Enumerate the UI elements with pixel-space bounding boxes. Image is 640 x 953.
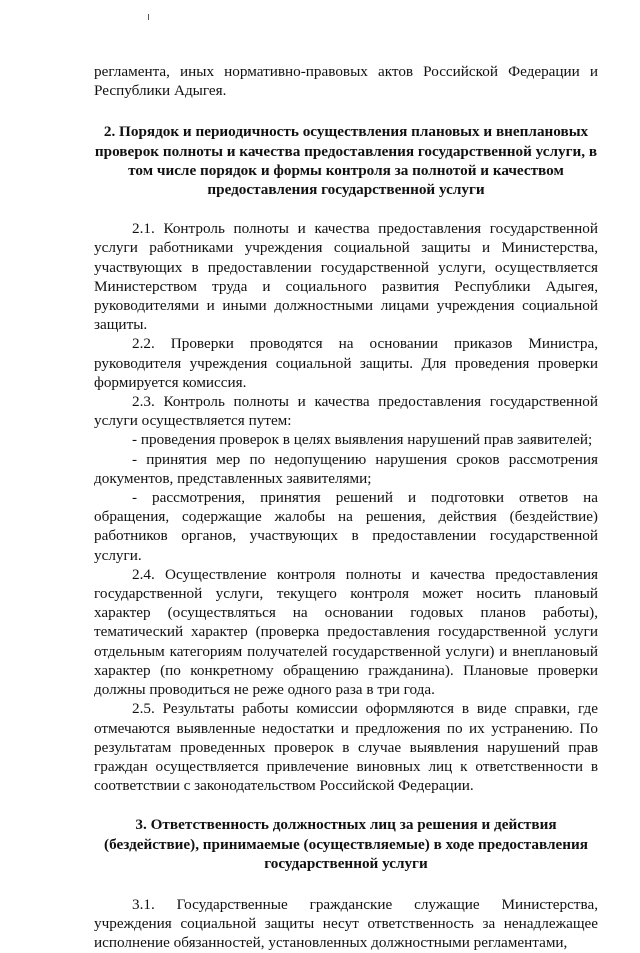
paragraph-2-4: 2.4. Осуществление контроля полноты и качества предоставления государственной услуги, текущего контроля может носить плановый характер (осуществляться на основании годовых планов работы), тематический характер (проверка предоставления государственной услуги отдельным категориям получателей государственной услуги) и внеплановый характер (по конкретному обращению гражданина). Плановые проверки должны проводиться не реже одного раза в три года. xyxy=(94,565,598,699)
list-item: - рассмотрения, принятия решений и подготовки ответов на обращения, содержащие жалобы на решения, действия (бездействие) работников органов, участвующих в предоставлении государственной услуги. xyxy=(94,489,598,564)
section-3-heading: 3. Ответственность должностных лиц за решения и действия (бездействие), принимаемые (осуществляемые) в ходе предоставления государственной услуги xyxy=(104,816,588,872)
paragraph-2-2: 2.2. Проверки проводятся на основании приказов Министра, руководителя учреждения социальной защиты. Для проведения проверки формируется комиссия. xyxy=(94,335,598,391)
scan-mark xyxy=(148,14,149,20)
paragraph-3-1: 3.1. Государственные гражданские служащие Министерства, учреждения социальной защиты несут ответственность за ненадлежащее исполнение обязанностей, установленных должностными регламентами, xyxy=(94,895,598,952)
paragraph-2-3: 2.3. Контроль полноты и качества предоставления государственной услуги осуществляется путем: xyxy=(94,393,598,430)
section-2-heading: 2. Порядок и периодичность осуществления плановых и внеплановых проверок полноты и качества предоставления государственной услуги, в том числе порядок и формы контроля за полнотой и качеством предоставления государственной услуги xyxy=(94,123,598,199)
list-item: - принятия мер по недопущению нарушения сроков рассмотрения документов, представленных заявителями; xyxy=(94,450,598,487)
list-item: - проведения проверок в целях выявления нарушений прав заявителей; xyxy=(132,431,593,449)
paragraph-2-5: 2.5. Результаты работы комиссии оформляются в виде справки, где отмечаются выявленные недостатки и предложения по их устранению. По результатам проведенных проверок в случае выявления нарушений прав граждан осуществляется привлечение виновных лиц к ответственности в соответствии с законодательством Российской Федерации. xyxy=(94,700,598,795)
intro-paragraph-tail: регламента, иных нормативно-правовых актов Российской Федерации и Республики Адыгея. xyxy=(94,63,598,100)
paragraph-2-1: 2.1. Контроль полноты и качества предоставления государственной услуги работниками учреждения социальной защиты и Министерства, участвующих в предоставлении государственной услуги, осуществляется Министерством труда и социального развития Республики Адыгея, руководителями и иными должностными лицами учреждения социальной защиты. xyxy=(94,220,598,334)
document-body xyxy=(94,62,598,953)
